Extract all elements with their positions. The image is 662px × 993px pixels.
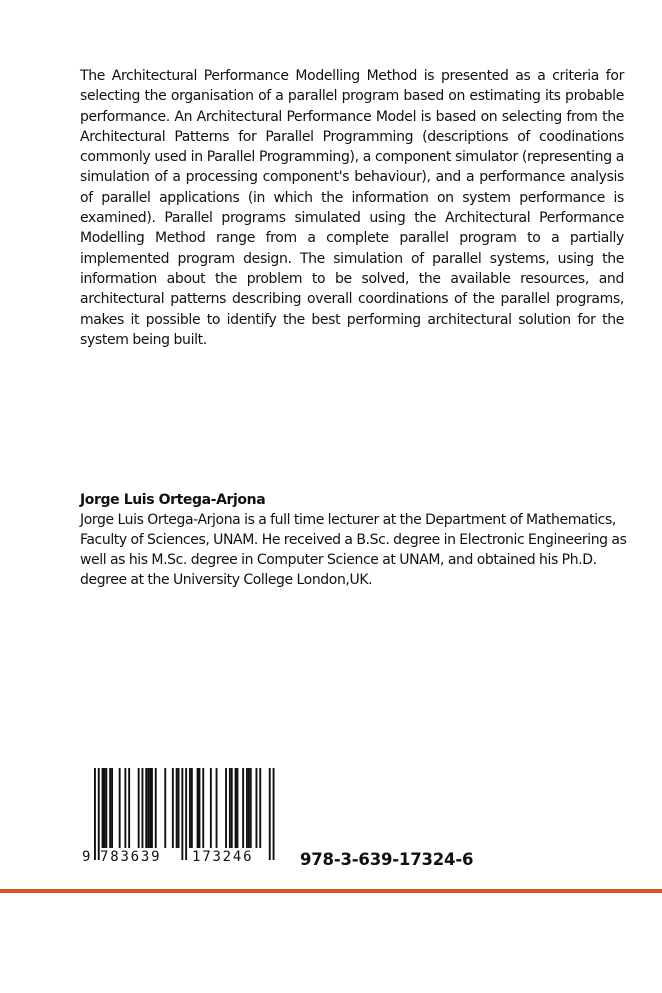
barcode-guard-bar [94,768,96,860]
barcode-bar [151,768,153,848]
barcode-bar [259,768,261,848]
barcode-bar [111,768,113,848]
barcode-bar [172,768,174,848]
barcode-bar [176,768,178,848]
book-abstract: The Architectural Performance Modelling Method is presented as a criteria for selecting the organisation of a parallel program based on estimating its probable performance. An Architectural Performance Model is based on selecting from the Architectural Patterns for Parallel Programming (descriptions of coodinations commonly used in Parallel Programming), a component simulator (representing a simulation of a processing component's behaviour), and a performance analysis of parallel applications (in which the information on system performance is examined). Parallel programs simulated using the Architectural Performance Modelling Method range from a complete parallel program to a partially implemented program design. The simulation of parallel systems, using the information about the problem to be solved, the available resources, and architectural patterns describing overall coordinations of the parallel programs, makes it possible to identify the best performing architectural solution for the system being built. [80,68,624,348]
barcode-lead-digit: 9 [82,849,91,865]
barcode-bar [242,768,244,848]
barcode-bar [197,768,199,848]
barcode-bar [216,768,218,848]
barcode-bar [199,768,201,848]
barcode-bar [235,768,237,848]
barcode-bar [202,768,204,848]
barcode-right-digits: 173246 [192,849,254,865]
barcode-bar [119,768,121,848]
barcode-bar [138,768,140,848]
barcode-bar [104,768,106,848]
barcode-guard-bar [181,768,183,860]
barcode-bar [105,768,107,848]
barcode-bar [248,768,250,848]
barcode-bar [250,768,252,848]
barcode-digits [82,849,282,865]
barcode-bar [142,768,144,848]
barcode-guard-bar [269,768,271,860]
barcode-bar [155,768,157,848]
barcode-bar [124,768,126,848]
isbn-number: 978-3-639-17324-6 [300,850,474,869]
barcode-bar [102,768,104,848]
barcode-bar [231,768,233,848]
barcode-guard-bar [185,768,187,860]
accent-divider [0,889,662,893]
author-bio: Jorge Luis Ortega-Arjona is a full time lecturer at the Department of Mathematics, Faculty of Sciences, UNAM. He received a B.Sc. degree in Electronic Engineering as well as his M.Sc. degree in Computer Science at UNAM, and obtained his Ph.D. degree at the University College London,UK. [80,512,627,588]
barcode-bar [149,768,151,848]
barcode-guard-bar [98,768,100,860]
barcode-bar [164,768,166,848]
barcode-bar [178,768,180,848]
barcode-bar [246,768,248,848]
barcode-bar [229,768,231,848]
barcode-guard-bar [273,768,275,860]
barcode-bar [225,768,227,848]
author-section [80,490,640,590]
author-name: Jorge Luis Ortega-Arjona [80,492,266,508]
barcode-bar [191,768,193,848]
barcode-bar [128,768,130,848]
barcode-bar [256,768,258,848]
barcode-bar [147,768,149,848]
barcode-bar [189,768,191,848]
barcode-bar [237,768,239,848]
barcode-left-digits: 783639 [100,849,162,865]
barcode-bar [145,768,147,848]
barcode-bar [210,768,212,848]
barcode-bar [109,768,111,848]
isbn-barcode [82,768,282,878]
